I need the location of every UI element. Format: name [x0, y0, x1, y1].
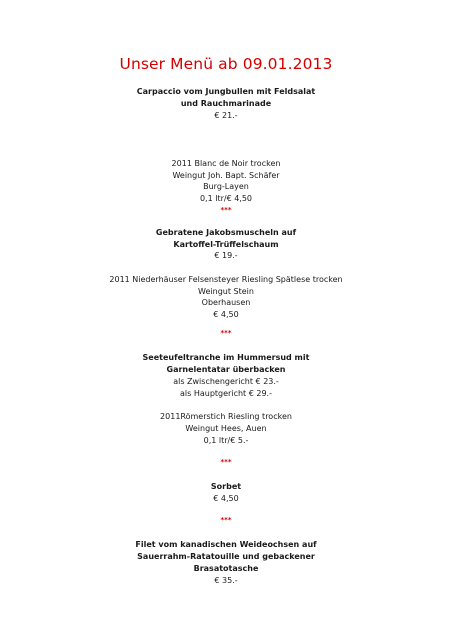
dish-line: Sauerrahm-Ratatouille und gebackener — [137, 552, 315, 561]
wine-line: 0,1 ltr/€ 4,50 — [199, 194, 253, 203]
menu-title: Unser Menü ab 09.01.2013 — [119, 55, 333, 73]
wine-line: Burg-Layen — [203, 182, 249, 191]
dish-line: Carpaccio vom Jungbullen mit Feldsalat — [136, 87, 316, 96]
dish-line: Seeteufeltranche im Hummersud mit — [142, 353, 310, 362]
wine-line: 2011 Niederhäuser Felsensteyer Riesling Spätlese trocken — [109, 275, 343, 284]
course-separator: *** — [220, 329, 232, 337]
wine-line: 0,1 ltr/€ 5.- — [203, 436, 249, 445]
course-separator: *** — [220, 516, 232, 524]
dish-price: € 19.- — [214, 251, 238, 260]
dish-price: € 35.- — [214, 576, 238, 585]
wine-line: € 4,50 — [213, 310, 239, 319]
dish-price: € 21.- — [214, 111, 238, 120]
dish-line: Gebratene Jakobsmuscheln auf — [155, 228, 297, 237]
dish-line: Brasatotasche — [193, 564, 259, 573]
dish-price: als Hauptgericht € 29.- — [180, 389, 272, 398]
dish-line: Garnelentatar überbacken — [166, 365, 286, 374]
wine-line: Weingut Stein — [198, 287, 254, 296]
dish-line: und Rauchmarinade — [180, 99, 272, 108]
wine-line: Oberhausen — [201, 298, 251, 307]
dish-price: € 4,50 — [213, 494, 239, 503]
course-separator: *** — [220, 206, 232, 214]
dish-price: als Zwischengericht € 23.- — [173, 377, 279, 386]
dish-line: Kartoffel-Trüffelschaum — [173, 240, 279, 249]
dish-line: Sorbet — [210, 482, 242, 491]
wine-line: Weingut Joh. Bapt. Schäfer — [172, 171, 280, 180]
wine-line: 2011 Blanc de Noir trocken — [171, 159, 281, 168]
dish-line: Filet vom kanadischen Weideochsen auf — [135, 540, 317, 549]
course-separator: *** — [220, 458, 232, 466]
wine-line: 2011Römerstich Riesling trocken — [160, 412, 292, 421]
wine-line: Weingut Hees, Auen — [185, 424, 267, 433]
